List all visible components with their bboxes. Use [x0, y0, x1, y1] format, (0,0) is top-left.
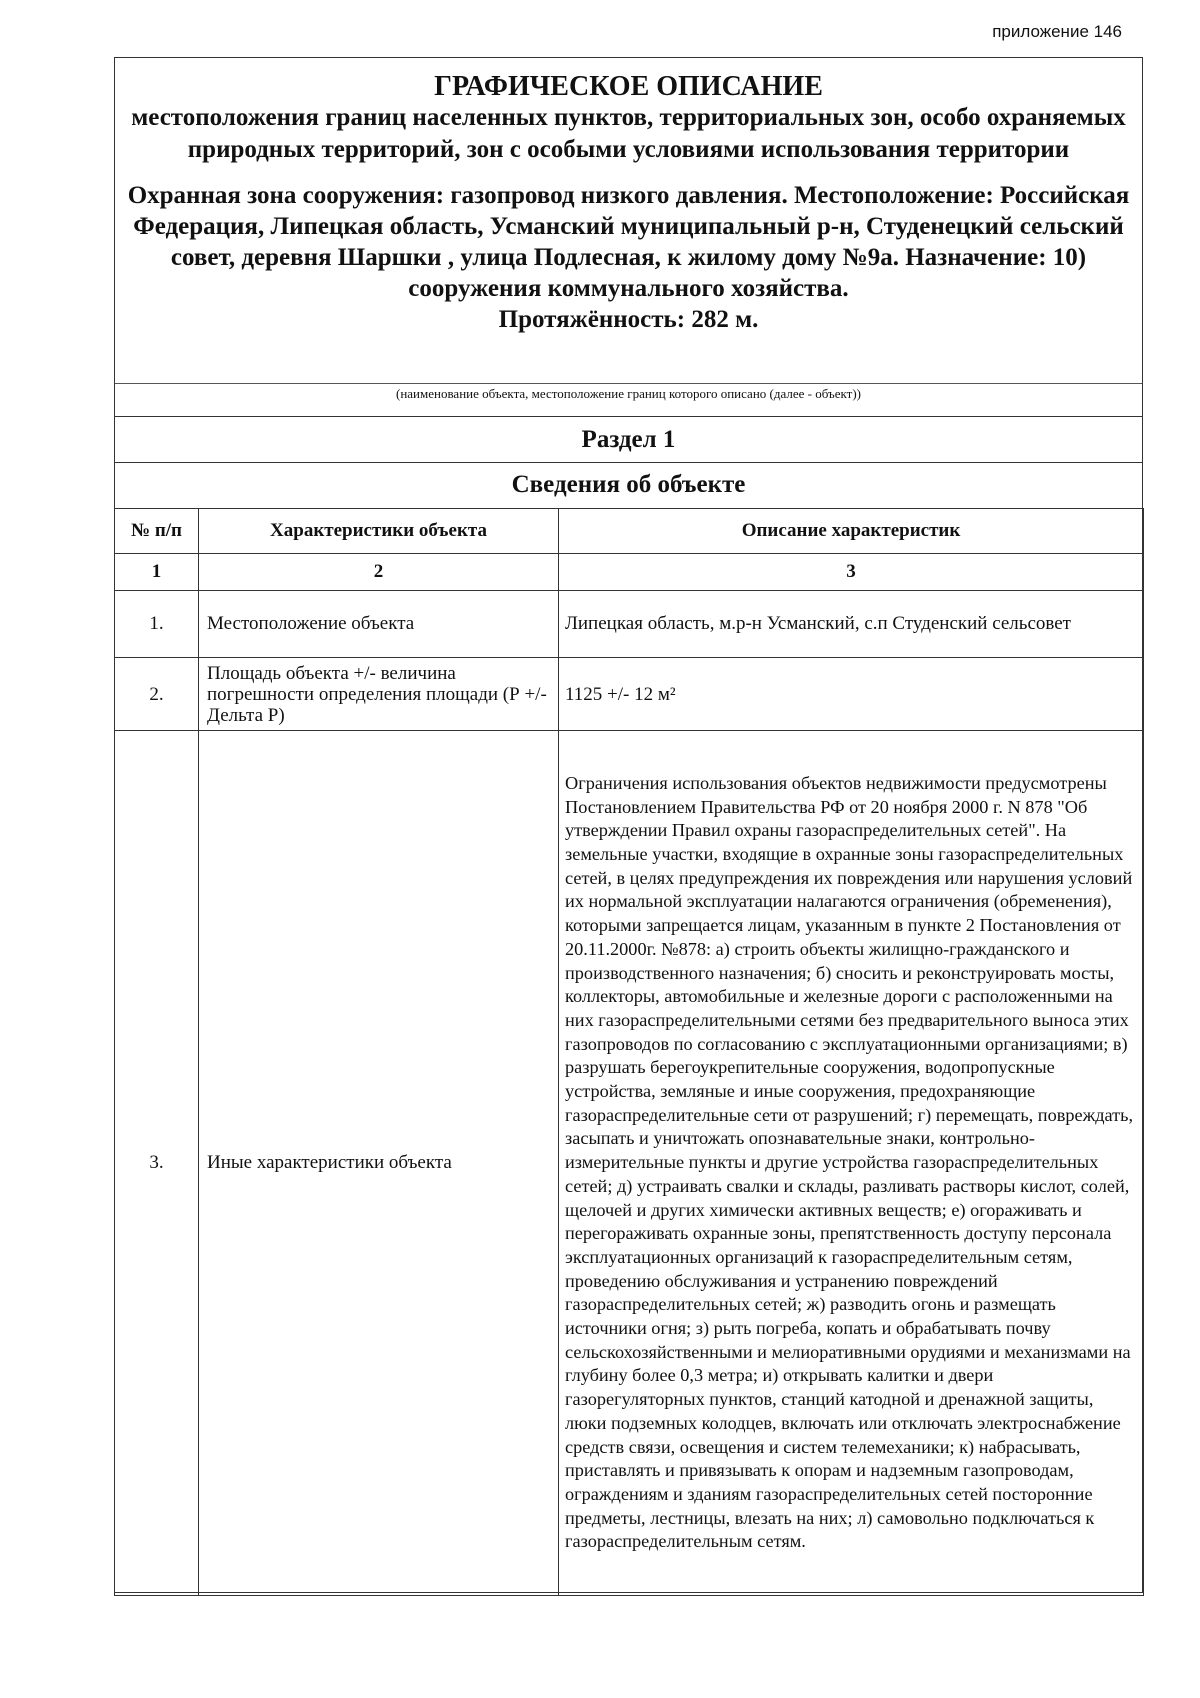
row-characteristic: Иные характеристики объекта [199, 731, 559, 1596]
header-number: № п/п [115, 509, 199, 554]
table-row [115, 591, 1144, 658]
appendix-label: приложение 146 [992, 22, 1122, 41]
table-header-row [115, 509, 1144, 554]
column-number-row [115, 554, 1144, 591]
section-subtitle: Сведения об объекте [115, 462, 1142, 509]
row-description: Ограничения использования объектов недвижимости предусмотрены Постановлением Правительства РФ от 20 ноября 2000 г. N 878 "Об утверждении Правил охраны газораспределительных сетей". На земельные участки, входящие в охранные зоны газораспределительных сетей, в целях предупреждения их повреждения или нарушения условий их нормальной эксплуатации налагаются ограничения (обременения), которыми запрещается лицам, указанным в пункте 2 Постановления от 20.11.2000г. №878: а) строить объекты жилищно-гражданского и производственного назначения; б) сносить и реконструировать мосты, коллекторы, автомобильные и железные дороги с расположенными на них газораспределительными сетями без предварительного выноса этих газопроводов по согласованию с эксплуатационными организациями; в) разрушать берегоукрепительные сооружения, водопропускные устройства, земляные и иные сооружения, предохраняющие газораспределительные сети от разрушений; г) перемещать, повреждать, засыпать и уничтожать опознавательные знаки, контрольно-измерительные пункты и другие устройства газораспределительных сетей; д) устраивать свалки и склады, разливать растворы кислот, солей, щелочей и других химически активных веществ; е) огораживать и перегораживать охранные зоны, препятственность доступу персонала эксплуатационных организаций к газораспределительным сетям, проведению обслуживания и устранению повреждений газораспределительных сетей; ж) разводить огонь и размещать источники огня; з) рыть погреба, копать и обрабатывать почву сельскохозяйственными и мелиоративными орудиями и механизмами на глубину более 0,3 метра; и) открывать калитки и двери газорегуляторных пунктов, станций катодной и дренажной защиты, люки подземных колодцев, включать или отключать электроснабжение средств связи, освещения и систем телемеханики; к) набрасывать, приставлять и привязывать к опорам и надземным газопроводам, ограждениям и зданиям газораспределительных сетей посторонние предметы, лестницы, влезать на них; л) самовольно подключаться к газораспределительным сетям. [559, 731, 1144, 1596]
table-row [115, 731, 1144, 1596]
characteristics-table [114, 508, 1144, 1596]
row-number: 1. [115, 591, 199, 658]
document-title: ГРАФИЧЕСКОЕ ОПИСАНИЕ [434, 71, 823, 102]
row-description: Липецкая область, м.р-н Усманский, с.п Студенский сельсовет [559, 591, 1144, 658]
row-number: 3. [115, 731, 199, 1596]
table-row [115, 658, 1144, 731]
row-characteristic: Площадь объекта +/- величина погрешности определения площади (Р +/- Дельта Р) [199, 658, 559, 731]
document-subtitle: местоположения границ населенных пунктов, территориальных зон, особо охраняемых природных территорий, зон с особыми условиями использования территории [131, 104, 1126, 163]
object-caption: (наименование объекта, местоположение границ которого описано (далее - объект)) [115, 383, 1142, 417]
document-header [115, 58, 1142, 335]
column-number: 2 [199, 554, 559, 591]
row-description: 1125 +/- 12 м² [559, 658, 1144, 731]
document-frame [114, 57, 1143, 1593]
column-number: 3 [559, 554, 1144, 591]
column-number: 1 [115, 554, 199, 591]
object-length: Протяжённость: 282 м. [498, 306, 759, 333]
row-number: 2. [115, 658, 199, 731]
row-characteristic: Местоположение объекта [199, 591, 559, 658]
header-characteristic: Характеристики объекта [199, 509, 559, 554]
object-name: Охранная зона сооружения: газопровод низкого давления. Местоположение: Российская Федерация, Липецкая область, Усманский муниципальный р-н, Студенецкий сельский совет, деревня Шаршки , улица Подлесная, к жилому дому №9а. Назначение: 10) сооружения коммунального хозяйства. [127, 182, 1130, 302]
section-title: Раздел 1 [115, 416, 1142, 463]
header-description: Описание характеристик [559, 509, 1144, 554]
